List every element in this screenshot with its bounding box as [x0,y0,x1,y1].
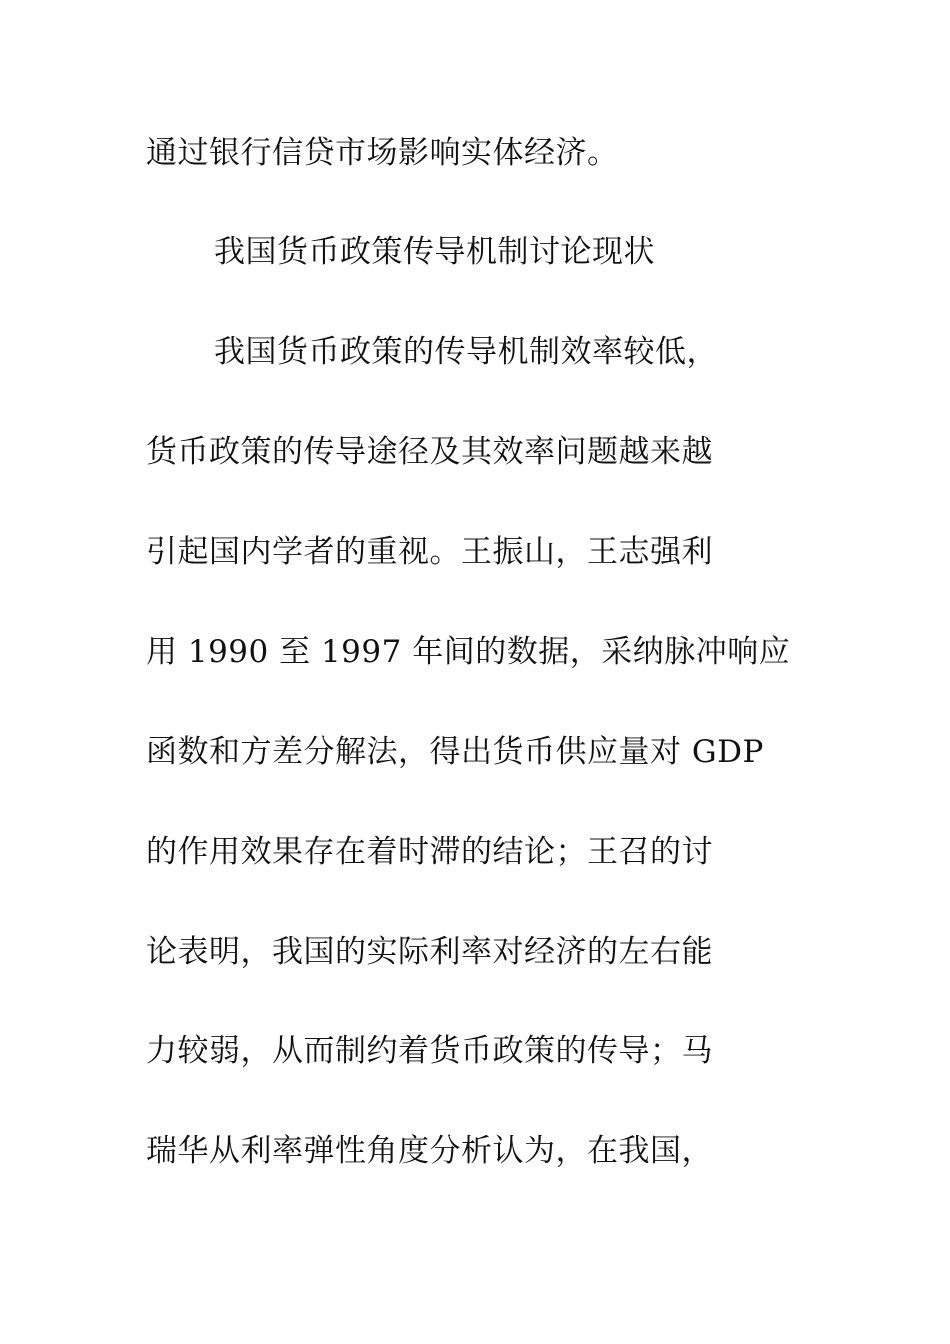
text-line: 通过银行信贷市场影响实体经济。 [146,135,619,171]
text-line: 瑞华从利率弹性角度分析认为，在我国， [146,1133,713,1169]
text-line: 的作用效果存在着时滞的结论；王召的讨 [146,834,713,870]
text-line: 函数和方差分解法，得出货币供应量对 GDP [146,734,764,770]
section-heading: 我国货币政策传导机制讨论现状 [214,234,655,270]
paragraph-first-line: 我国货币政策的传导机制效率较低， [214,334,718,370]
text-line: 用 1990 至 1997 年间的数据，采纳脉冲响应 [146,634,791,670]
text-line: 力较弱，从而制约着货币政策的传导；马 [146,1033,713,1069]
text-line: 引起国内学者的重视。王振山，王志强利 [146,534,713,570]
text-line: 货币政策的传导途径及其效率问题越来越 [146,434,713,470]
text-line: 论表明，我国的实际利率对经济的左右能 [146,934,713,970]
